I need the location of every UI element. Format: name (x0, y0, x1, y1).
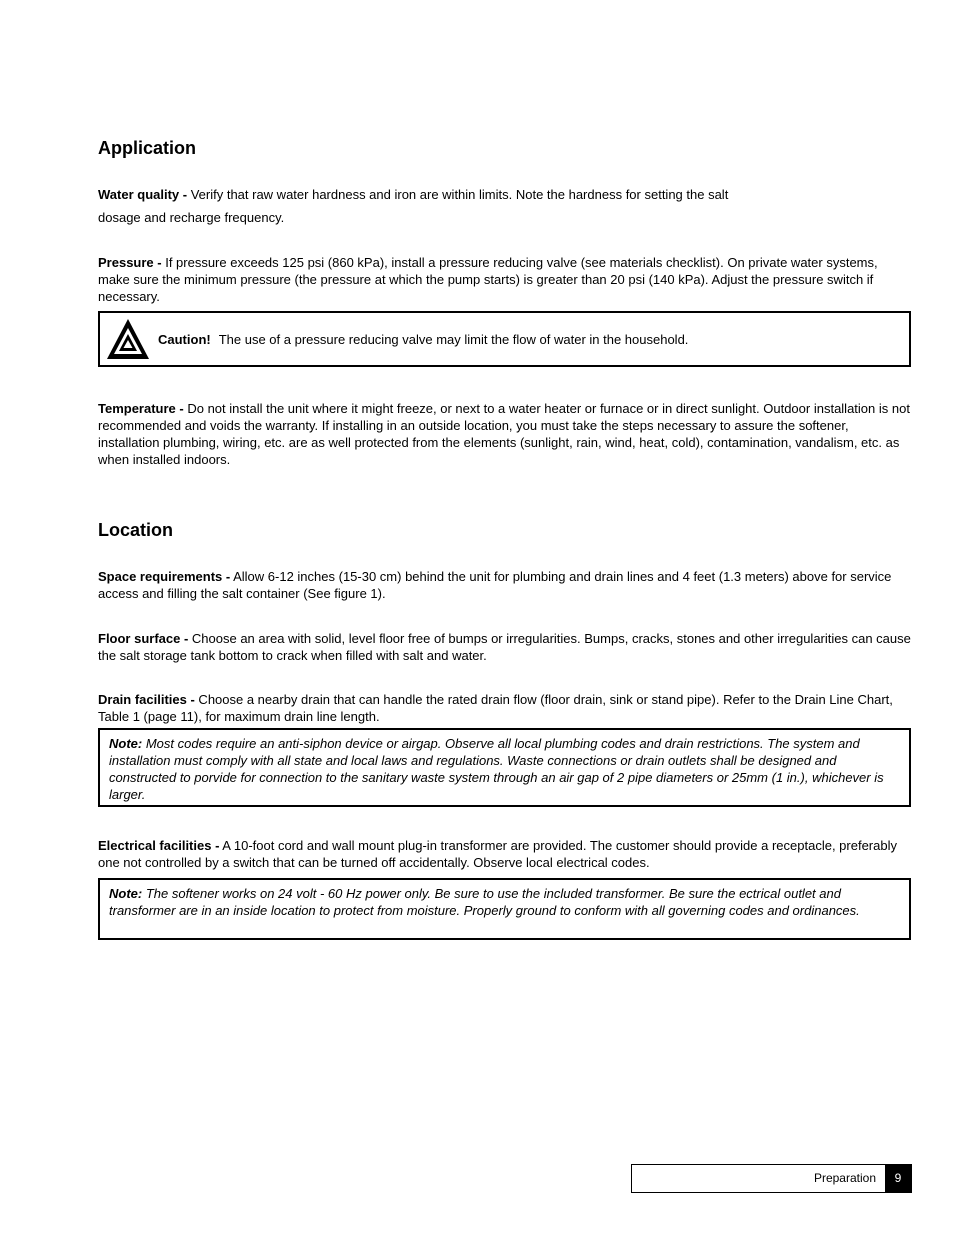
drain-facilities-paragraph (98, 691, 911, 725)
temperature-paragraph (98, 400, 911, 468)
drain-note (100, 730, 909, 807)
water-quality-text-continued: dosage and recharge frequency. (98, 210, 285, 225)
electrical-note-box (98, 878, 911, 940)
pressure-label: Pressure - (98, 255, 162, 270)
space-requirements-text: Allow 6-12 inches (15-30 cm) behind the unit for plumbing and drain lines and 4 feet (1.3 meters) above for service access and filling the salt container (See figure 1). (98, 569, 892, 601)
electrical-facilities-paragraph (98, 837, 911, 871)
footer-section-label: Preparation (813, 1171, 876, 1185)
electrical-facilities-label: Electrical facilities - (98, 838, 220, 853)
drain-note-label: Note: (109, 736, 143, 751)
floor-surface-paragraph (98, 630, 911, 664)
temperature-label: Temperature - (98, 401, 184, 416)
space-requirements-paragraph (98, 568, 911, 602)
warning-triangle-icon (105, 316, 151, 362)
pressure-paragraph (98, 254, 911, 305)
application-heading: Application (98, 138, 196, 158)
water-quality-label: Water quality - (98, 187, 188, 202)
electrical-note (100, 880, 909, 923)
electrical-note-label: Note: (109, 886, 143, 901)
caution-label: Caution! (158, 331, 211, 347)
floor-surface-text: Choose an area with solid, level floor free of bumps or irregularities. Bumps, cracks, stones and other irregularities can cause the salt storage tank bottom to crack when filled with salt and water. (98, 631, 911, 663)
water-quality-text: Verify that raw water hardness and iron are within limits. Note the hardness for setting the salt (187, 187, 729, 202)
page-number: 9 (885, 1165, 911, 1192)
caution-box (98, 311, 911, 367)
drain-note-box (98, 728, 911, 807)
water-quality-paragraph-continued (98, 209, 911, 226)
drain-note-text: Most codes require an anti-siphon device or airgap. Observe all local plumbing codes and drain restrictions. The system and installation must comply with all state and local laws and regulations. Waste connections or drain outlets shall be designed and constructed to porvide for connection to the sanitary waste system through an air gap of 2 pipe diameters or 25mm (1 in.), whichever is larger. (109, 736, 884, 802)
pressure-text: If pressure exceeds 125 psi (860 kPa), install a pressure reducing valve (see materials checklist). On private water systems, make sure the minimum pressure (the pressure at which the pump starts) is greater than 20 psi (140 kPa). Adjust the pressure switch if necessary. (98, 255, 878, 304)
space-requirements-label: Space requirements - (98, 569, 231, 584)
water-quality-paragraph (98, 186, 911, 203)
electrical-facilities-text: A 10-foot cord and wall mount plug-in transformer are provided. The customer should provide a receptacle, preferably one not controlled by a switch that can be turned off accidentally. Observe local electrical codes. (98, 838, 897, 870)
drain-facilities-text: Choose a nearby drain that can handle the rated drain flow (floor drain, sink or stand pipe). Refer to the Drain Line Chart, Table 1 (page 11), for maximum drain line length. (98, 692, 893, 724)
floor-surface-label: Floor surface - (98, 631, 189, 646)
page-footer (631, 1164, 912, 1193)
caution-row (100, 313, 909, 365)
location-heading: Location (98, 520, 173, 540)
drain-facilities-label: Drain facilities - (98, 692, 195, 707)
electrical-note-text: The softener works on 24 volt - 60 Hz power only. Be sure to use the included transformer. Be sure the ectrical outlet and transformer are in an inside location to protect from moisture. Properly ground to conform with all governing codes and ordinances. (109, 886, 860, 918)
temperature-text: Do not install the unit where it might freeze, or next to a water heater or furnace or in direct sunlight. Outdoor installation is not recommended and voids the warranty. If installing in an outside location, you must take the steps necessary to assure the softener, installation plumbing, wiring, etc. are as well protected from the elements (sunlight, rain, wind, heat, cold), contamination, vandalism, etc. as when installed indoors. (98, 401, 910, 467)
caution-text: The use of a pressure reducing valve may limit the flow of water in the household. (218, 331, 689, 347)
